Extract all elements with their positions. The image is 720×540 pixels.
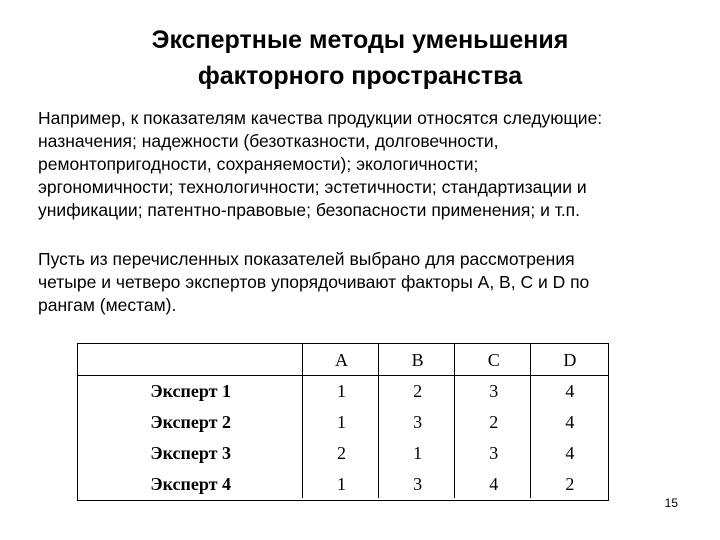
paragraph-line: четыре и четверо экспертов упорядочивают факторы A, B, C и D по xyxy=(38,272,590,292)
rank-cell: 2 xyxy=(336,443,346,463)
table-row xyxy=(78,407,609,438)
rank-cell: 2 xyxy=(565,474,575,494)
page-number: 15 xyxy=(664,496,678,510)
title-line-1: Экспертные методы уменьшения xyxy=(151,26,569,54)
table-row xyxy=(78,376,609,407)
table-header-divider xyxy=(77,375,609,376)
paragraph-line: эргономичности; технологичности; эстетичности; стандартизации и xyxy=(38,177,587,197)
paragraph-experts xyxy=(38,248,708,317)
paragraph-quality-indicators xyxy=(38,107,708,222)
rank-cell: 2 xyxy=(413,381,423,401)
row-label: Эксперт 4 xyxy=(150,474,232,494)
rank-cell: 4 xyxy=(565,412,575,432)
rank-cell: 4 xyxy=(565,381,575,401)
paragraph-line: ремонтопригодности, сохраняемости); экологичности; xyxy=(38,154,479,174)
row-label: Эксперт 1 xyxy=(150,381,232,401)
paragraph-line: Например, к показателям качества продукции относятся следующие: xyxy=(38,108,603,128)
header-factor-d: D xyxy=(563,349,577,370)
slide-title xyxy=(0,22,720,94)
header-factor-c: C xyxy=(487,349,500,370)
rank-cell: 1 xyxy=(336,412,346,432)
rank-cell: 3 xyxy=(413,474,423,494)
rank-cell: 4 xyxy=(565,443,575,463)
rank-cell: 1 xyxy=(413,443,423,463)
rank-cell: 1 xyxy=(336,381,346,401)
rank-cell: 3 xyxy=(489,443,499,463)
table-column-divider xyxy=(302,343,303,498)
paragraph-line: рангам (местам). xyxy=(38,295,177,315)
rank-cell: 4 xyxy=(489,474,499,494)
header-empty-cell xyxy=(78,344,304,377)
table-row xyxy=(78,469,609,501)
paragraph-line: назначения; надежности (безотказности, долговечности, xyxy=(38,131,499,151)
paragraph-line: Пусть из перечисленных показателей выбрано для рассмотрения xyxy=(38,249,575,269)
header-factor-b: B xyxy=(411,349,424,370)
rank-cell: 3 xyxy=(489,381,499,401)
row-label: Эксперт 3 xyxy=(150,443,232,463)
paragraph-line: унификации; патентно-правовые; безопасности применения; и т.п. xyxy=(38,200,581,220)
table-column-divider xyxy=(530,343,531,498)
header-factor-a: A xyxy=(334,349,348,370)
table-header-row xyxy=(78,344,609,377)
title-line-2: факторного пространства xyxy=(197,62,523,90)
rank-cell: 1 xyxy=(336,474,346,494)
rank-cell: 2 xyxy=(489,412,499,432)
table-column-divider xyxy=(454,343,455,498)
rank-cell: 3 xyxy=(413,412,423,432)
table-row xyxy=(78,438,609,469)
table-column-divider xyxy=(378,343,379,498)
row-label: Эксперт 2 xyxy=(150,412,232,432)
